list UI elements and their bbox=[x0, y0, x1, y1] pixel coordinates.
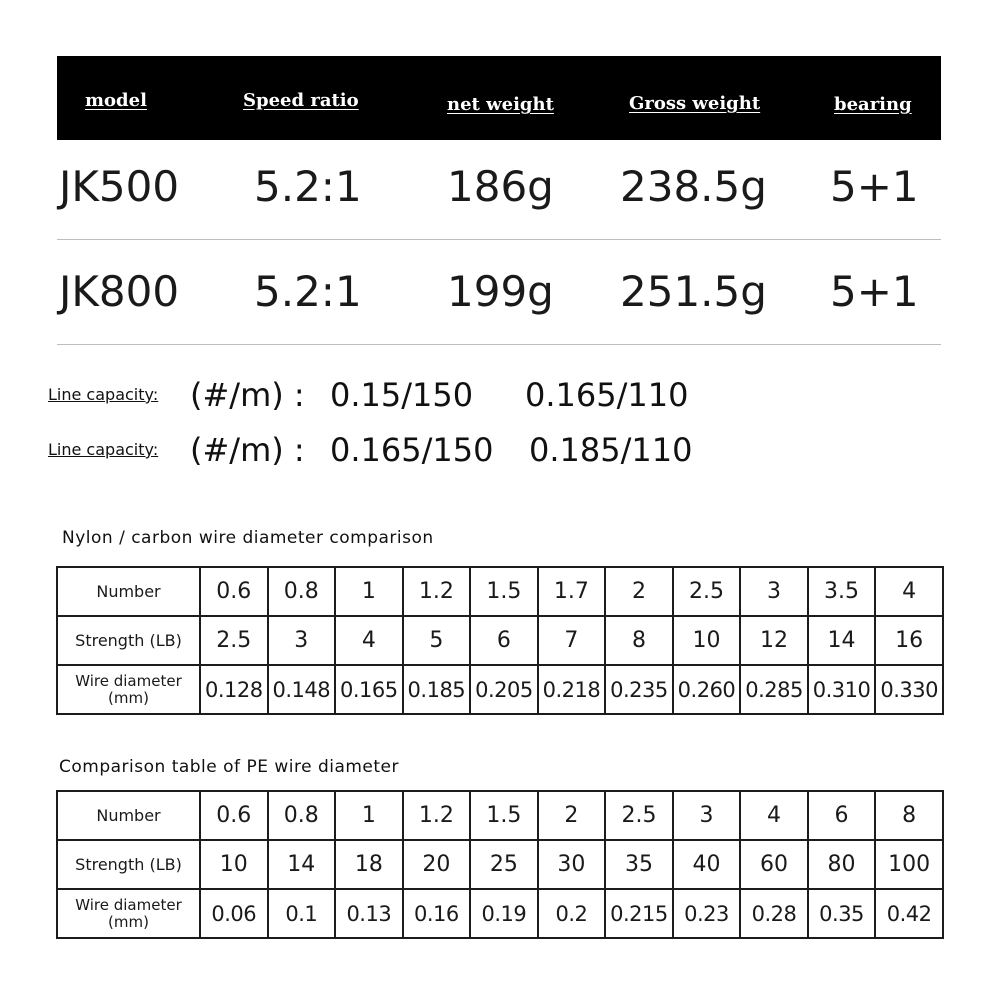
cell: 1.5 bbox=[470, 567, 538, 616]
line-capacity-value-1: 0.15/150 bbox=[330, 376, 474, 414]
spec-gross-weight: 251.5g bbox=[620, 267, 767, 316]
spec-net-weight: 199g bbox=[447, 267, 554, 316]
header-model: model bbox=[85, 90, 147, 111]
cell: 2 bbox=[605, 567, 673, 616]
cell: 3 bbox=[673, 791, 741, 840]
cell: 3 bbox=[740, 567, 808, 616]
cell: 18 bbox=[335, 840, 403, 889]
cell: 16 bbox=[875, 616, 943, 665]
cell: 0.8 bbox=[268, 567, 336, 616]
header-speed-ratio: Speed ratio bbox=[243, 90, 359, 111]
cell: 1.5 bbox=[470, 791, 538, 840]
cell: 60 bbox=[740, 840, 808, 889]
cell: 8 bbox=[875, 791, 943, 840]
cell: 2.5 bbox=[200, 616, 268, 665]
header-gross-weight: Gross weight bbox=[629, 93, 761, 114]
cell: 0.260 bbox=[673, 665, 741, 714]
line-capacity-label: Line capacity: bbox=[48, 385, 159, 404]
header-bearing: bearing bbox=[834, 94, 912, 115]
cell: 3.5 bbox=[808, 567, 876, 616]
cell: 12 bbox=[740, 616, 808, 665]
cell: 10 bbox=[673, 616, 741, 665]
cell: 0.8 bbox=[268, 791, 336, 840]
cell: 0.35 bbox=[808, 889, 876, 938]
spec-row-jk500 bbox=[57, 140, 941, 245]
nylon-comparison-table bbox=[56, 566, 944, 715]
cell: 20 bbox=[403, 840, 471, 889]
table-row-strength bbox=[57, 616, 943, 665]
row-label-number: Number bbox=[57, 791, 200, 840]
row-divider bbox=[57, 239, 941, 240]
cell: 10 bbox=[200, 840, 268, 889]
cell: 4 bbox=[335, 616, 403, 665]
cell: 1.2 bbox=[403, 567, 471, 616]
cell: 0.6 bbox=[200, 791, 268, 840]
cell: 0.2 bbox=[538, 889, 606, 938]
row-label-diameter: Wire diameter (mm) bbox=[57, 889, 200, 938]
cell: 14 bbox=[268, 840, 336, 889]
spec-model: JK800 bbox=[59, 267, 180, 316]
cell: 14 bbox=[808, 616, 876, 665]
cell: 0.23 bbox=[673, 889, 741, 938]
spec-gross-weight: 238.5g bbox=[620, 162, 767, 211]
table-row-strength bbox=[57, 840, 943, 889]
cell: 5 bbox=[403, 616, 471, 665]
line-capacity-label: Line capacity: bbox=[48, 440, 159, 459]
cell: 30 bbox=[538, 840, 606, 889]
cell: 2 bbox=[538, 791, 606, 840]
cell: 0.165 bbox=[335, 665, 403, 714]
spec-net-weight: 186g bbox=[447, 162, 554, 211]
cell: 35 bbox=[605, 840, 673, 889]
table-row-number bbox=[57, 567, 943, 616]
cell: 100 bbox=[875, 840, 943, 889]
spec-model: JK500 bbox=[59, 162, 180, 211]
cell: 2.5 bbox=[673, 567, 741, 616]
cell: 0.13 bbox=[335, 889, 403, 938]
cell: 0.6 bbox=[200, 567, 268, 616]
line-capacity-value-1: 0.165/150 bbox=[330, 431, 494, 469]
spec-bearing: 5+1 bbox=[830, 267, 919, 316]
row-label-diameter: Wire diameter (mm) bbox=[57, 665, 200, 714]
cell: 0.19 bbox=[470, 889, 538, 938]
line-capacity-row-1 bbox=[48, 377, 748, 417]
cell: 80 bbox=[808, 840, 876, 889]
row-label-strength: Strength (LB) bbox=[57, 616, 200, 665]
row-label-number: Number bbox=[57, 567, 200, 616]
spec-bearing: 5+1 bbox=[830, 162, 919, 211]
cell: 0.1 bbox=[268, 889, 336, 938]
cell: 0.148 bbox=[268, 665, 336, 714]
cell: 0.235 bbox=[605, 665, 673, 714]
pe-comparison-table bbox=[56, 790, 944, 939]
cell: 6 bbox=[808, 791, 876, 840]
cell: 4 bbox=[875, 567, 943, 616]
cell: 40 bbox=[673, 840, 741, 889]
nylon-table-title: Nylon / carbon wire diameter comparison bbox=[62, 528, 434, 548]
cell: 1.7 bbox=[538, 567, 606, 616]
cell: 0.215 bbox=[605, 889, 673, 938]
cell: 0.185 bbox=[403, 665, 471, 714]
spec-speed-ratio: 5.2:1 bbox=[254, 162, 362, 211]
spec-row-jk800 bbox=[57, 245, 941, 350]
table-row-diameter bbox=[57, 665, 943, 714]
cell: 3 bbox=[268, 616, 336, 665]
table-row-diameter bbox=[57, 889, 943, 938]
cell: 1 bbox=[335, 791, 403, 840]
cell: 6 bbox=[470, 616, 538, 665]
cell: 25 bbox=[470, 840, 538, 889]
cell: 0.06 bbox=[200, 889, 268, 938]
line-capacity-unit: (#/m) : bbox=[190, 431, 305, 469]
cell: 2.5 bbox=[605, 791, 673, 840]
row-divider bbox=[57, 344, 941, 345]
header-net-weight: net weight bbox=[447, 94, 554, 115]
line-capacity-row-2 bbox=[48, 432, 748, 472]
cell: 1 bbox=[335, 567, 403, 616]
cell: 8 bbox=[605, 616, 673, 665]
line-capacity-value-2: 0.165/110 bbox=[525, 376, 689, 414]
row-label-strength: Strength (LB) bbox=[57, 840, 200, 889]
cell: 4 bbox=[740, 791, 808, 840]
pe-table-title: Comparison table of PE wire diameter bbox=[59, 757, 400, 777]
cell: 0.310 bbox=[808, 665, 876, 714]
spec-table-header bbox=[57, 56, 941, 140]
cell: 0.218 bbox=[538, 665, 606, 714]
cell: 0.285 bbox=[740, 665, 808, 714]
line-capacity-value-2: 0.185/110 bbox=[529, 431, 693, 469]
line-capacity-unit: (#/m) : bbox=[190, 376, 305, 414]
cell: 7 bbox=[538, 616, 606, 665]
cell: 0.205 bbox=[470, 665, 538, 714]
table-row-number bbox=[57, 791, 943, 840]
spec-speed-ratio: 5.2:1 bbox=[254, 267, 362, 316]
cell: 0.16 bbox=[403, 889, 471, 938]
cell: 0.28 bbox=[740, 889, 808, 938]
cell: 0.128 bbox=[200, 665, 268, 714]
cell: 1.2 bbox=[403, 791, 471, 840]
cell: 0.330 bbox=[875, 665, 943, 714]
cell: 0.42 bbox=[875, 889, 943, 938]
